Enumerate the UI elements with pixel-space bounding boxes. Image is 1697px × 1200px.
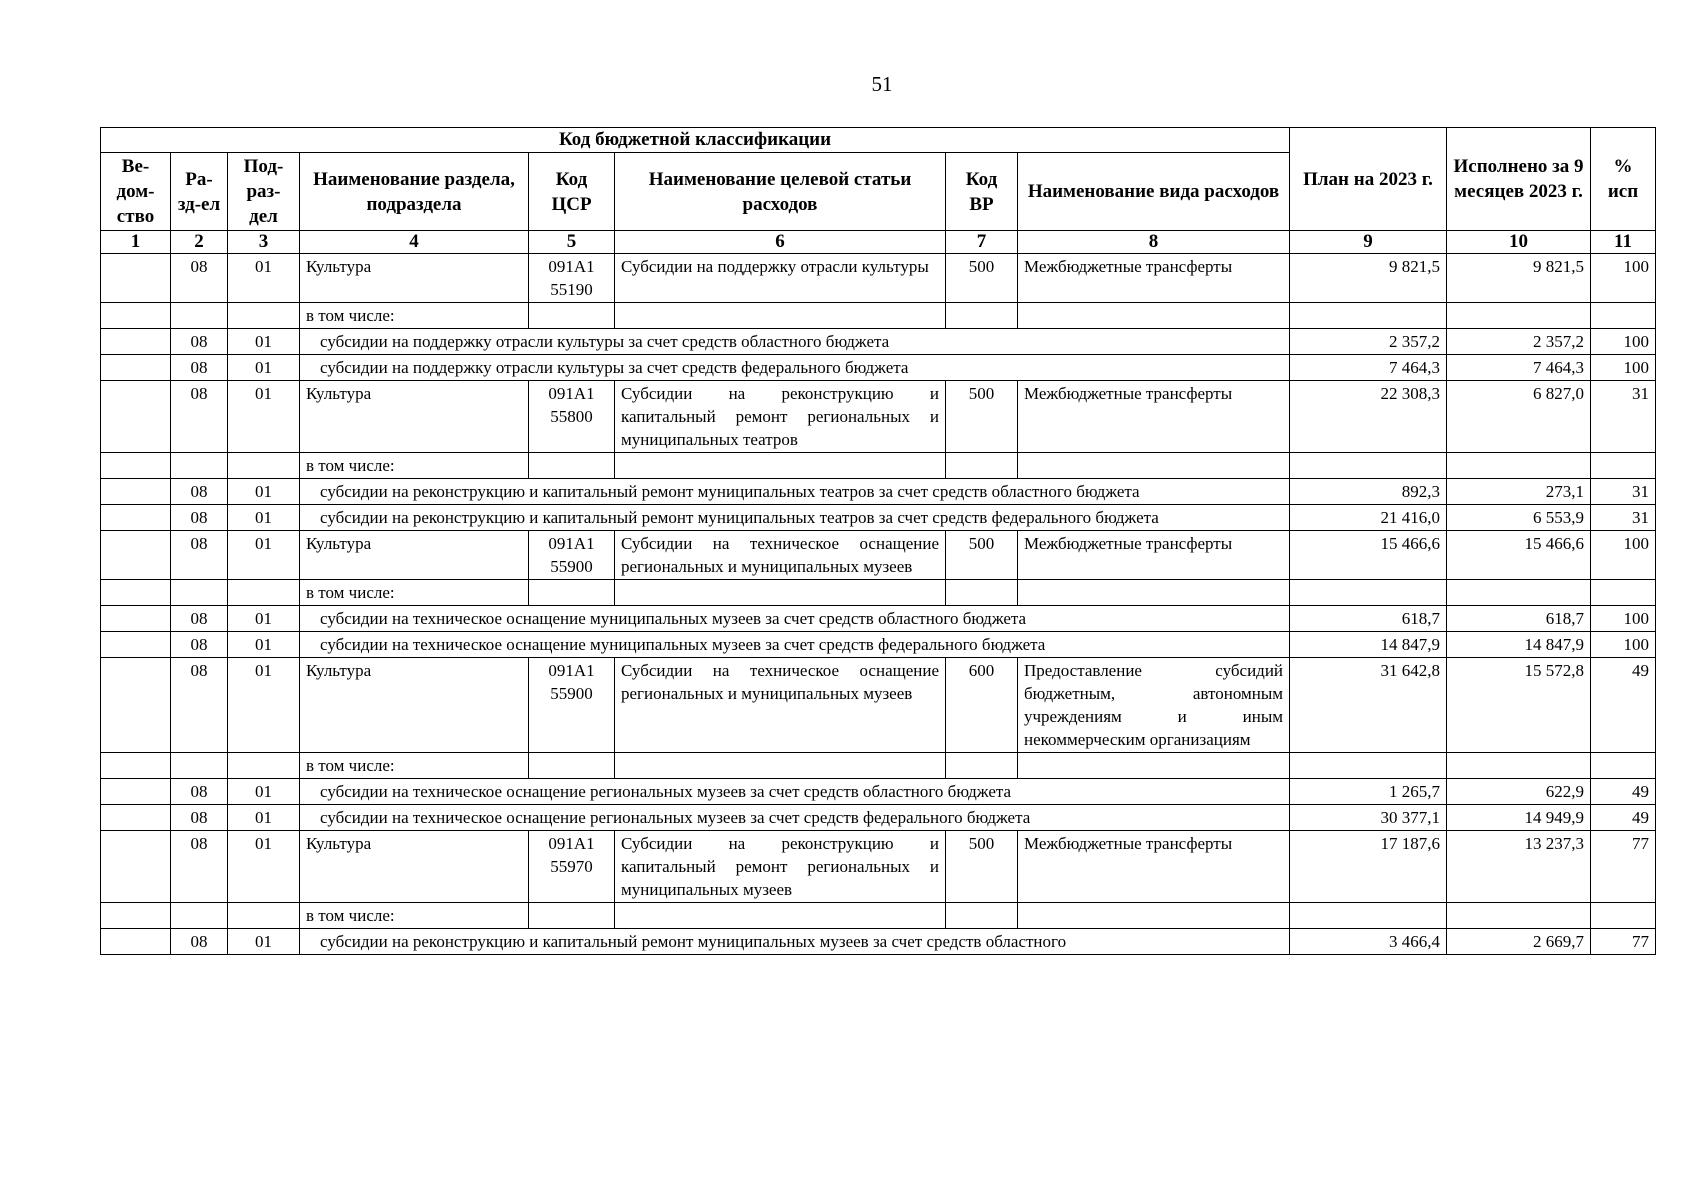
cell-ved <box>101 580 171 606</box>
cell-vr: 500 <box>946 254 1018 303</box>
cell-pct: 31 <box>1591 479 1656 505</box>
cell-pct: 100 <box>1591 254 1656 303</box>
cell-done: 14 949,9 <box>1447 805 1591 831</box>
cell-detail-text: субсидии на техническое оснащение региональных музеев за счет средств областного бюджета <box>300 779 1290 805</box>
cell-ved <box>101 606 171 632</box>
table-row-detail <box>101 479 1656 505</box>
cell-podrazdel: 01 <box>228 254 300 303</box>
cell-done <box>1447 303 1591 329</box>
cell-done: 7 464,3 <box>1447 355 1591 381</box>
cell-ved <box>101 329 171 355</box>
column-numbers-row <box>101 231 1656 254</box>
cell-section: Культура <box>300 658 529 753</box>
cell-podrazdel <box>228 303 300 329</box>
cell-plan: 7 464,3 <box>1290 355 1447 381</box>
cell-plan <box>1290 303 1447 329</box>
cell-podrazdel: 01 <box>228 531 300 580</box>
cell-pct: 49 <box>1591 658 1656 753</box>
cell-ved <box>101 479 171 505</box>
cell-vr-name: Предоставление субсидий бюджетным, автономным учреждениям и иным некоммерческим организациям <box>1018 658 1290 753</box>
col-header-vr: Код ВР <box>946 153 1018 231</box>
cell-podrazdel <box>228 580 300 606</box>
cell-ved <box>101 929 171 955</box>
cell-vr <box>946 903 1018 929</box>
cell-including-label: в том числе: <box>300 580 529 606</box>
col-number: 11 <box>1591 231 1656 254</box>
cell-vr-name: Межбюджетные трансферты <box>1018 254 1290 303</box>
cell-podrazdel: 01 <box>228 355 300 381</box>
cell-done: 622,9 <box>1447 779 1591 805</box>
table-row-detail <box>101 805 1656 831</box>
table-body <box>101 254 1656 955</box>
cell-csr <box>529 903 615 929</box>
cell-pct: 49 <box>1591 805 1656 831</box>
cell-section: Культура <box>300 531 529 580</box>
cell-vr-name <box>1018 580 1290 606</box>
cell-razdel: 08 <box>171 658 228 753</box>
col-header-plan: План на 2023 г. <box>1290 128 1447 231</box>
cell-plan: 30 377,1 <box>1290 805 1447 831</box>
cell-csr: 091A1 55800 <box>529 381 615 453</box>
cell-detail-text: субсидии на поддержку отрасли культуры за счет средств федерального бюджета <box>300 355 1290 381</box>
cell-vr-name <box>1018 453 1290 479</box>
cell-vr-name <box>1018 303 1290 329</box>
cell-razdel: 08 <box>171 606 228 632</box>
table-row-detail <box>101 329 1656 355</box>
cell-done: 2 669,7 <box>1447 929 1591 955</box>
cell-detail-text: субсидии на реконструкцию и капитальный ремонт муниципальных театров за счет средств областного бюджета <box>300 479 1290 505</box>
cell-podrazdel: 01 <box>228 479 300 505</box>
cell-razdel <box>171 453 228 479</box>
table-row-including <box>101 453 1656 479</box>
cell-podrazdel: 01 <box>228 632 300 658</box>
cell-done: 15 466,6 <box>1447 531 1591 580</box>
cell-article <box>615 453 946 479</box>
table-row-detail <box>101 929 1656 955</box>
cell-detail-text: субсидии на поддержку отрасли культуры за счет средств областного бюджета <box>300 329 1290 355</box>
cell-csr: 091A1 55970 <box>529 831 615 903</box>
col-number: 1 <box>101 231 171 254</box>
cell-pct <box>1591 753 1656 779</box>
cell-article <box>615 903 946 929</box>
cell-plan <box>1290 903 1447 929</box>
cell-plan: 9 821,5 <box>1290 254 1447 303</box>
cell-csr <box>529 303 615 329</box>
cell-ved <box>101 505 171 531</box>
cell-razdel: 08 <box>171 355 228 381</box>
cell-razdel: 08 <box>171 831 228 903</box>
cell-plan <box>1290 580 1447 606</box>
cell-vr: 600 <box>946 658 1018 753</box>
cell-article: Субсидии на реконструкцию и капитальный ремонт региональных и муниципальных театров <box>615 381 946 453</box>
cell-detail-text: субсидии на реконструкцию и капитальный ремонт муниципальных театров за счет средств федерального бюджета <box>300 505 1290 531</box>
cell-done: 2 357,2 <box>1447 329 1591 355</box>
cell-razdel: 08 <box>171 805 228 831</box>
cell-vr <box>946 303 1018 329</box>
cell-plan: 22 308,3 <box>1290 381 1447 453</box>
table-row-detail <box>101 606 1656 632</box>
col-number: 8 <box>1018 231 1290 254</box>
cell-razdel <box>171 903 228 929</box>
cell-ved <box>101 453 171 479</box>
cell-pct: 100 <box>1591 606 1656 632</box>
cell-done: 273,1 <box>1447 479 1591 505</box>
cell-razdel <box>171 753 228 779</box>
cell-article: Субсидии на техническое оснащение региональных и муниципальных музеев <box>615 531 946 580</box>
cell-podrazdel: 01 <box>228 505 300 531</box>
cell-vr-name: Межбюджетные трансферты <box>1018 831 1290 903</box>
budget-table <box>100 127 1656 955</box>
cell-pct <box>1591 453 1656 479</box>
cell-vr-name: Межбюджетные трансферты <box>1018 381 1290 453</box>
cell-plan: 1 265,7 <box>1290 779 1447 805</box>
cell-plan <box>1290 753 1447 779</box>
col-header-vr-name: Наименование вида расходов <box>1018 153 1290 231</box>
cell-razdel: 08 <box>171 479 228 505</box>
cell-vr <box>946 453 1018 479</box>
cell-section: Культура <box>300 254 529 303</box>
cell-csr <box>529 453 615 479</box>
cell-podrazdel: 01 <box>228 381 300 453</box>
cell-done <box>1447 753 1591 779</box>
col-number: 9 <box>1290 231 1447 254</box>
cell-pct: 49 <box>1591 779 1656 805</box>
cell-done <box>1447 903 1591 929</box>
cell-razdel <box>171 303 228 329</box>
cell-podrazdel <box>228 753 300 779</box>
cell-detail-text: субсидии на техническое оснащение региональных музеев за счет средств федерального бюджета <box>300 805 1290 831</box>
cell-ved <box>101 381 171 453</box>
col-number: 4 <box>300 231 529 254</box>
cell-ved <box>101 779 171 805</box>
cell-razdel: 08 <box>171 929 228 955</box>
cell-ved <box>101 753 171 779</box>
cell-pct <box>1591 903 1656 929</box>
cell-done <box>1447 453 1591 479</box>
table-row-main <box>101 531 1656 580</box>
cell-plan: 15 466,6 <box>1290 531 1447 580</box>
cell-ved <box>101 254 171 303</box>
col-header-podrazdel: Под-раз-дел <box>228 153 300 231</box>
cell-article: Субсидии на реконструкцию и капитальный ремонт региональных и муниципальных музеев <box>615 831 946 903</box>
cell-csr <box>529 753 615 779</box>
cell-ved <box>101 355 171 381</box>
cell-plan: 14 847,9 <box>1290 632 1447 658</box>
cell-pct: 77 <box>1591 831 1656 903</box>
cell-razdel: 08 <box>171 381 228 453</box>
table-row-main <box>101 831 1656 903</box>
cell-pct: 31 <box>1591 381 1656 453</box>
cell-pct <box>1591 580 1656 606</box>
cell-article <box>615 303 946 329</box>
col-header-article: Наименование целевой статьи расходов <box>615 153 946 231</box>
cell-razdel: 08 <box>171 329 228 355</box>
cell-plan: 31 642,8 <box>1290 658 1447 753</box>
table-row-main <box>101 381 1656 453</box>
cell-vr <box>946 753 1018 779</box>
cell-plan: 2 357,2 <box>1290 329 1447 355</box>
table-row-detail <box>101 779 1656 805</box>
cell-pct: 100 <box>1591 531 1656 580</box>
col-number: 6 <box>615 231 946 254</box>
cell-podrazdel <box>228 903 300 929</box>
cell-vr-name: Межбюджетные трансферты <box>1018 531 1290 580</box>
cell-plan: 17 187,6 <box>1290 831 1447 903</box>
table-row-detail <box>101 632 1656 658</box>
cell-article <box>615 580 946 606</box>
cell-razdel: 08 <box>171 505 228 531</box>
cell-plan: 618,7 <box>1290 606 1447 632</box>
cell-done <box>1447 580 1591 606</box>
cell-podrazdel: 01 <box>228 805 300 831</box>
cell-ved <box>101 632 171 658</box>
table-row-main <box>101 254 1656 303</box>
col-number: 3 <box>228 231 300 254</box>
cell-ved <box>101 531 171 580</box>
cell-detail-text: субсидии на техническое оснащение муниципальных музеев за счет средств областного бюджета <box>300 606 1290 632</box>
table-row-including <box>101 580 1656 606</box>
cell-ved <box>101 903 171 929</box>
cell-razdel <box>171 580 228 606</box>
cell-including-label: в том числе: <box>300 453 529 479</box>
cell-podrazdel: 01 <box>228 606 300 632</box>
header-row-group <box>101 128 1656 153</box>
cell-ved <box>101 805 171 831</box>
cell-podrazdel: 01 <box>228 779 300 805</box>
cell-including-label: в том числе: <box>300 303 529 329</box>
cell-pct <box>1591 303 1656 329</box>
cell-including-label: в том числе: <box>300 903 529 929</box>
cell-done: 9 821,5 <box>1447 254 1591 303</box>
cell-csr: 091A1 55900 <box>529 658 615 753</box>
cell-pct: 100 <box>1591 632 1656 658</box>
cell-pct: 100 <box>1591 329 1656 355</box>
col-header-csr: Код ЦСР <box>529 153 615 231</box>
cell-vr-name <box>1018 903 1290 929</box>
cell-section: Культура <box>300 381 529 453</box>
cell-section: Культура <box>300 831 529 903</box>
table-row-main <box>101 658 1656 753</box>
cell-ved <box>101 831 171 903</box>
cell-done: 13 237,3 <box>1447 831 1591 903</box>
cell-done: 6 553,9 <box>1447 505 1591 531</box>
cell-podrazdel: 01 <box>228 929 300 955</box>
cell-razdel: 08 <box>171 531 228 580</box>
col-number: 5 <box>529 231 615 254</box>
cell-vr-name <box>1018 753 1290 779</box>
cell-vr: 500 <box>946 381 1018 453</box>
cell-done: 15 572,8 <box>1447 658 1591 753</box>
cell-ved <box>101 303 171 329</box>
table-row-including <box>101 753 1656 779</box>
cell-including-label: в том числе: <box>300 753 529 779</box>
cell-article <box>615 753 946 779</box>
col-header-section: Наименование раздела, подраздела <box>300 153 529 231</box>
cell-pct: 100 <box>1591 355 1656 381</box>
cell-done: 6 827,0 <box>1447 381 1591 453</box>
cell-plan: 892,3 <box>1290 479 1447 505</box>
cell-podrazdel: 01 <box>228 329 300 355</box>
table-row-detail <box>101 355 1656 381</box>
cell-vr: 500 <box>946 531 1018 580</box>
cell-ved <box>101 658 171 753</box>
table-row-including <box>101 903 1656 929</box>
table-row-detail <box>101 505 1656 531</box>
col-number: 2 <box>171 231 228 254</box>
col-header-done: Исполнено за 9 месяцев 2023 г. <box>1447 128 1591 231</box>
col-header-razdel: Ра-зд-ел <box>171 153 228 231</box>
cell-csr <box>529 580 615 606</box>
cell-plan: 3 466,4 <box>1290 929 1447 955</box>
cell-pct: 31 <box>1591 505 1656 531</box>
col-number: 10 <box>1447 231 1591 254</box>
cell-vr <box>946 580 1018 606</box>
cell-podrazdel <box>228 453 300 479</box>
cell-article: Субсидии на техническое оснащение региональных и муниципальных музеев <box>615 658 946 753</box>
col-number: 7 <box>946 231 1018 254</box>
cell-plan: 21 416,0 <box>1290 505 1447 531</box>
page-number: 51 <box>871 72 893 96</box>
cell-razdel: 08 <box>171 779 228 805</box>
cell-razdel: 08 <box>171 632 228 658</box>
cell-pct: 77 <box>1591 929 1656 955</box>
cell-done: 618,7 <box>1447 606 1591 632</box>
cell-csr: 091A1 55190 <box>529 254 615 303</box>
col-header-pct: % исп <box>1591 128 1656 231</box>
cell-detail-text: субсидии на техническое оснащение муниципальных музеев за счет средств федерального бюджета <box>300 632 1290 658</box>
group-header: Код бюджетной классификации <box>101 128 1290 153</box>
table-row-including <box>101 303 1656 329</box>
cell-plan <box>1290 453 1447 479</box>
cell-done: 14 847,9 <box>1447 632 1591 658</box>
cell-article: Субсидии на поддержку отрасли культуры <box>615 254 946 303</box>
col-header-ved: Ве-дом-ство <box>101 153 171 231</box>
cell-vr: 500 <box>946 831 1018 903</box>
cell-podrazdel: 01 <box>228 831 300 903</box>
cell-detail-text: субсидии на реконструкцию и капитальный ремонт муниципальных музеев за счет средств областного <box>300 929 1290 955</box>
cell-podrazdel: 01 <box>228 658 300 753</box>
cell-csr: 091A1 55900 <box>529 531 615 580</box>
cell-razdel: 08 <box>171 254 228 303</box>
